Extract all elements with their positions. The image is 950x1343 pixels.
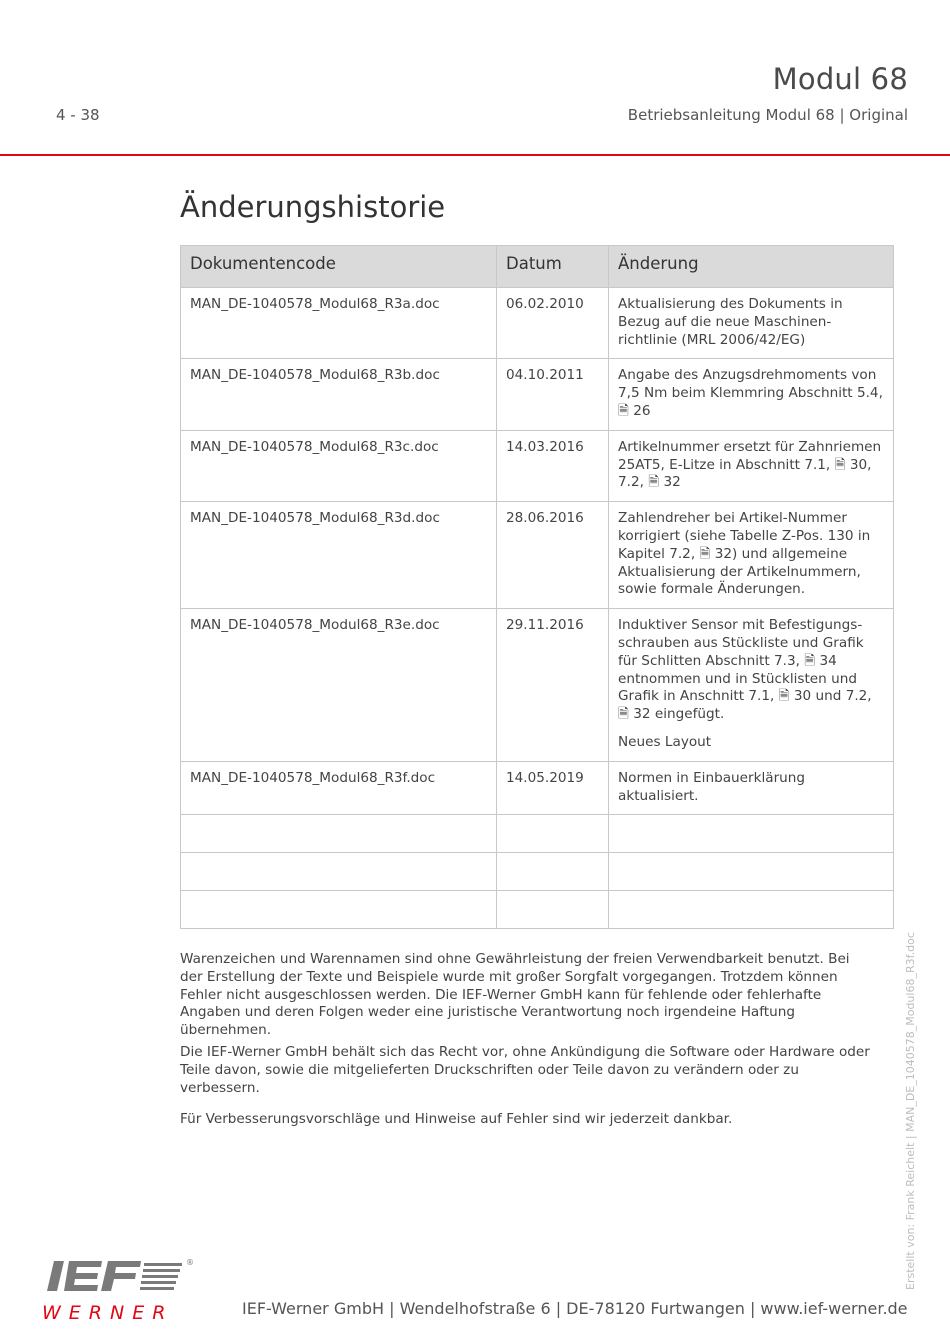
column-header-code: Dokumentencode	[181, 246, 497, 288]
date-cell: 29.11.2016	[497, 609, 609, 762]
change-cell	[609, 359, 894, 430]
date-cell	[497, 891, 609, 929]
ief-werner-logo	[40, 1257, 200, 1323]
registered-mark: ®	[186, 1258, 194, 1267]
change-cell	[609, 430, 894, 501]
change-cell	[609, 815, 894, 853]
document-code-cell	[181, 891, 497, 929]
table-row-empty	[181, 891, 894, 929]
table-row-empty	[181, 815, 894, 853]
legal-notice	[180, 951, 870, 1133]
document-code-cell: MAN_DE-1040578_Modul68_R3e.doc	[181, 609, 497, 762]
table-row	[181, 359, 894, 430]
feedback-note: Für Verbesserungsvorschläge und Hinweise auf Fehler sind wir jederzeit dankbar.	[180, 1111, 733, 1128]
change-reservation: Die IEF-Werner GmbH behält sich das Recht vor, ohne Ankündigung die Software oder Hardware oder Teile davon, sowie die mitgelieferten Druckschriften oder Teile davon zu verändern oder zu verbessern.	[180, 1043, 870, 1096]
change-text: Artikelnummer ersetzt für Zahnriemen 25AT5, E-Litze in Abschnitt 7.1, 🗎 30, 7.2, 🗎 32	[618, 438, 882, 491]
change-cell	[609, 609, 894, 762]
document-code-cell: MAN_DE-1040578_Modul68_R3c.doc	[181, 430, 497, 501]
column-header-date: Datum	[497, 246, 609, 288]
change-text: Zahlendreher bei Artikel-Nummer korrigiert (siehe Tabelle Z-Pos. 130 in Kapitel 7.2, 🗎 32) und allgemeine Aktualisierung der Artikelnummern, sowie formale Änderungen.	[618, 510, 871, 598]
change-cell	[609, 761, 894, 815]
section-title: Änderungshistorie	[180, 190, 446, 224]
page-header-title: Modul 68	[772, 62, 908, 96]
change-cell	[609, 502, 894, 609]
document-code-cell: MAN_DE-1040578_Modul68_R3a.doc	[181, 288, 497, 359]
change-cell	[609, 891, 894, 929]
date-cell: 06.02.2010	[497, 288, 609, 359]
column-header-change: Änderung	[609, 246, 894, 288]
change-text: Angabe des Anzugsdrehmoments von 7,5 Nm beim Klemmring Abschnitt 5.4, 🗎 26	[618, 367, 883, 419]
document-code-cell: MAN_DE-1040578_Modul68_R3d.doc	[181, 502, 497, 609]
document-code-cell: MAN_DE-1040578_Modul68_R3f.doc	[181, 761, 497, 815]
header-red-rule	[0, 154, 950, 156]
document-code-cell	[181, 815, 497, 853]
table-row	[181, 609, 894, 762]
date-cell	[497, 815, 609, 853]
trademark-disclaimer: Warenzeichen und Warennamen sind ohne Gewährleistung der freien Verwendbarkeit benutzt. Bei der Erstellung der Texte und Beispiele wurde mit großer Sorgfalt vorgegangen. Trotzdem können Fehler nicht ausgeschlossen werden. Die IEF-Werner GmbH kann für fehlende oder fehlerhafte Angaben und deren Folgen weder eine juristische Verantwortung noch irgendeine Haftung übernehmen.	[180, 951, 850, 1039]
logo-wordmark: WERNER	[42, 1302, 174, 1323]
date-cell: 28.06.2016	[497, 502, 609, 609]
change-cell	[609, 288, 894, 359]
date-cell: 14.03.2016	[497, 430, 609, 501]
change-text: Aktualisierung des Dokuments in Bezug auf die neue Maschinenrichtlinie (MRL 2006/42/EG)	[618, 296, 843, 348]
table-row	[181, 288, 894, 359]
change-text: Neues Layout	[618, 733, 712, 750]
table-row-empty	[181, 853, 894, 891]
document-code-cell	[181, 853, 497, 891]
change-history-table	[180, 245, 894, 929]
table-row	[181, 502, 894, 609]
date-cell: 04.10.2011	[497, 359, 609, 430]
document-code-cell: MAN_DE-1040578_Modul68_R3b.doc	[181, 359, 497, 430]
footer-address: IEF-Werner GmbH | Wendelhofstraße 6 | DE-78120 Furtwangen | www.ief-werner.de	[242, 1299, 908, 1318]
change-cell	[609, 853, 894, 891]
document-creator-note: Erstellt von: Frank Reichelt | MAN_DE_1040578_Modul68_R3f.doc	[904, 932, 917, 1290]
date-cell: 14.05.2019	[497, 761, 609, 815]
date-cell	[497, 853, 609, 891]
change-text: Normen in Einbauerklärung aktualisiert.	[618, 769, 806, 804]
table-header-row	[181, 246, 894, 288]
page-header-subtitle: Betriebsanleitung Modul 68 | Original	[627, 106, 908, 124]
change-text: Induktiver Sensor mit Befestigungsschrauben aus Stückliste und Grafik für Schlitten Abschnitt 7.3, 🗎 34 entnommen und in Stücklisten und Grafik in Anschnitt 7.1, 🗎 30 und 7.2, 🗎 32 eingefügt.	[618, 617, 872, 723]
page-number: 4 - 38	[56, 106, 100, 124]
table-row	[181, 430, 894, 501]
table-row	[181, 761, 894, 815]
